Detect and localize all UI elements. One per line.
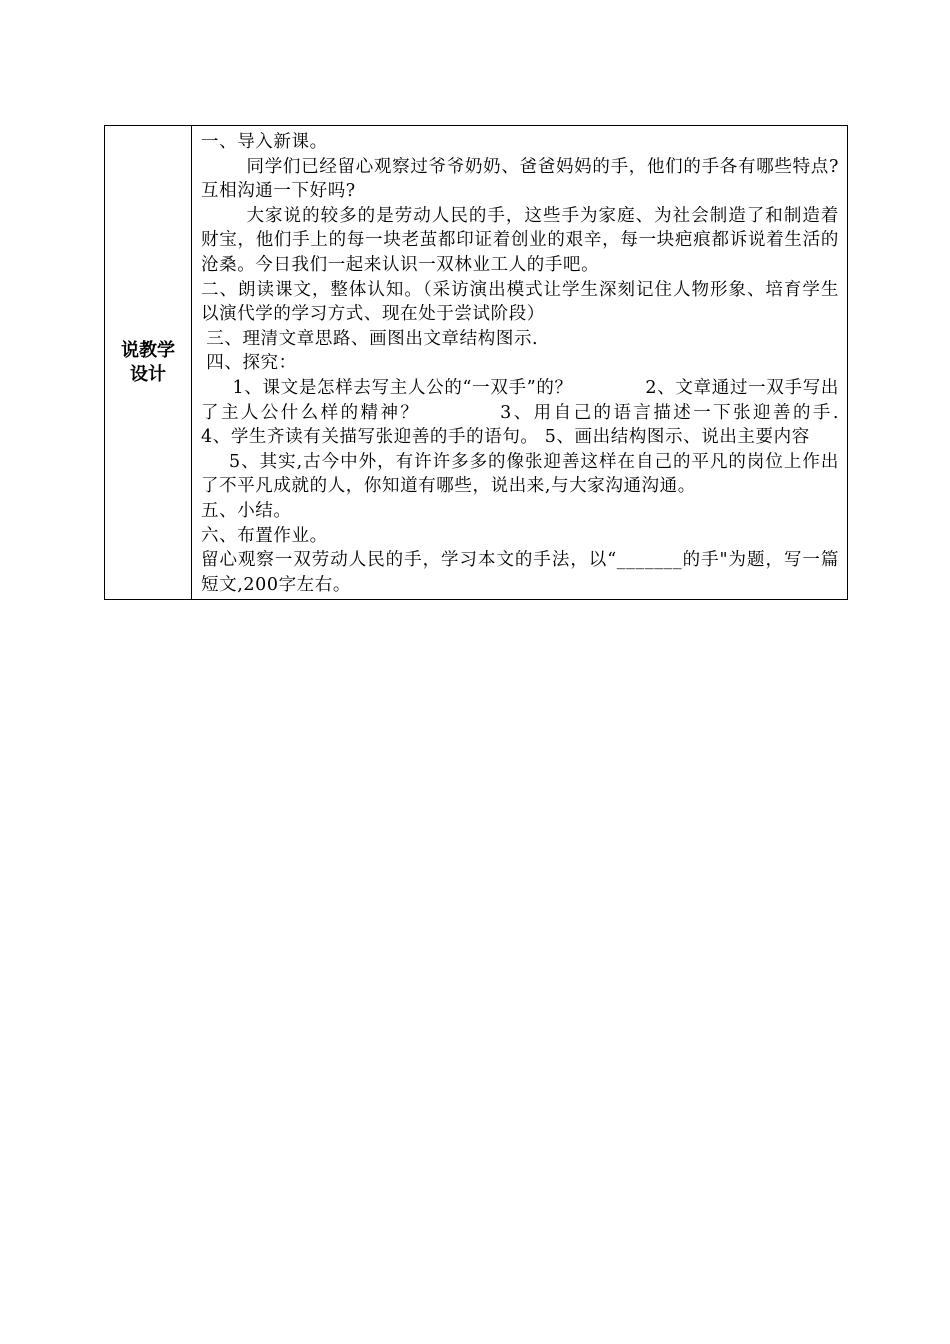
paragraph-intro-question: 同学们已经留心观察过爷爷奶奶、爸爸妈妈的手，他们的手各有哪些特点?互相沟通一下好吗? xyxy=(201,156,839,202)
table-row xyxy=(105,126,848,600)
row-label-cell xyxy=(105,126,192,600)
row-label-line1: 说教学 xyxy=(121,339,175,361)
section-heading-reading: 二、朗读课文，整体认知。（采访演出模式让学生深刻记住人物形象、培育学生以演代学的学习方式、现在处于尝试阶段） xyxy=(201,279,839,325)
section-heading-homework: 六、布置作业。 xyxy=(201,525,328,546)
section-heading-summary: 五、小结。 xyxy=(201,500,292,521)
paragraph-explore-questions: 1、课文是怎样去写主人公的“一双手”的？ 2、文章通过一双手写出了主人公什么样的精神？ 3、用自己的语言描述一下张迎善的手. 4、学生齐读有关描写张迎善的手的语句。 5、画出结构图示、说出主要内容 xyxy=(201,377,876,448)
lesson-design-table xyxy=(104,125,876,600)
section-heading-structure: 三、理清文章思路、画图出文章结构图示. xyxy=(206,328,539,349)
paragraph-homework: 留心观察一双劳动人民的手，学习本文的手法，以“_______的手"为题，写一篇短文,200字左右。 xyxy=(201,550,839,595)
row-label-line2: 设计 xyxy=(130,363,166,385)
paragraph-intro-summary: 大家说的较多的是劳动人民的手，这些手为家庭、为社会制造了和制造着财宝，他们手上的每一块老茧都印证着创业的艰辛，每一块疤痕都诉说着生活的沧桑。今日我们一起来认识一双林业工人的手吧。 xyxy=(201,205,839,275)
row-content-cell xyxy=(192,126,876,600)
section-heading-explore: 四、探究： xyxy=(206,353,297,374)
section-heading-intro: 一、导入新课。 xyxy=(201,132,328,152)
paragraph-explore-discussion: 5、其实,古今中外，有许许多多的像张迎善这样在自己的平凡的岗位上作出了不平凡成就的人，你知道有哪些，说出来,与大家沟通沟通。 xyxy=(201,451,839,497)
